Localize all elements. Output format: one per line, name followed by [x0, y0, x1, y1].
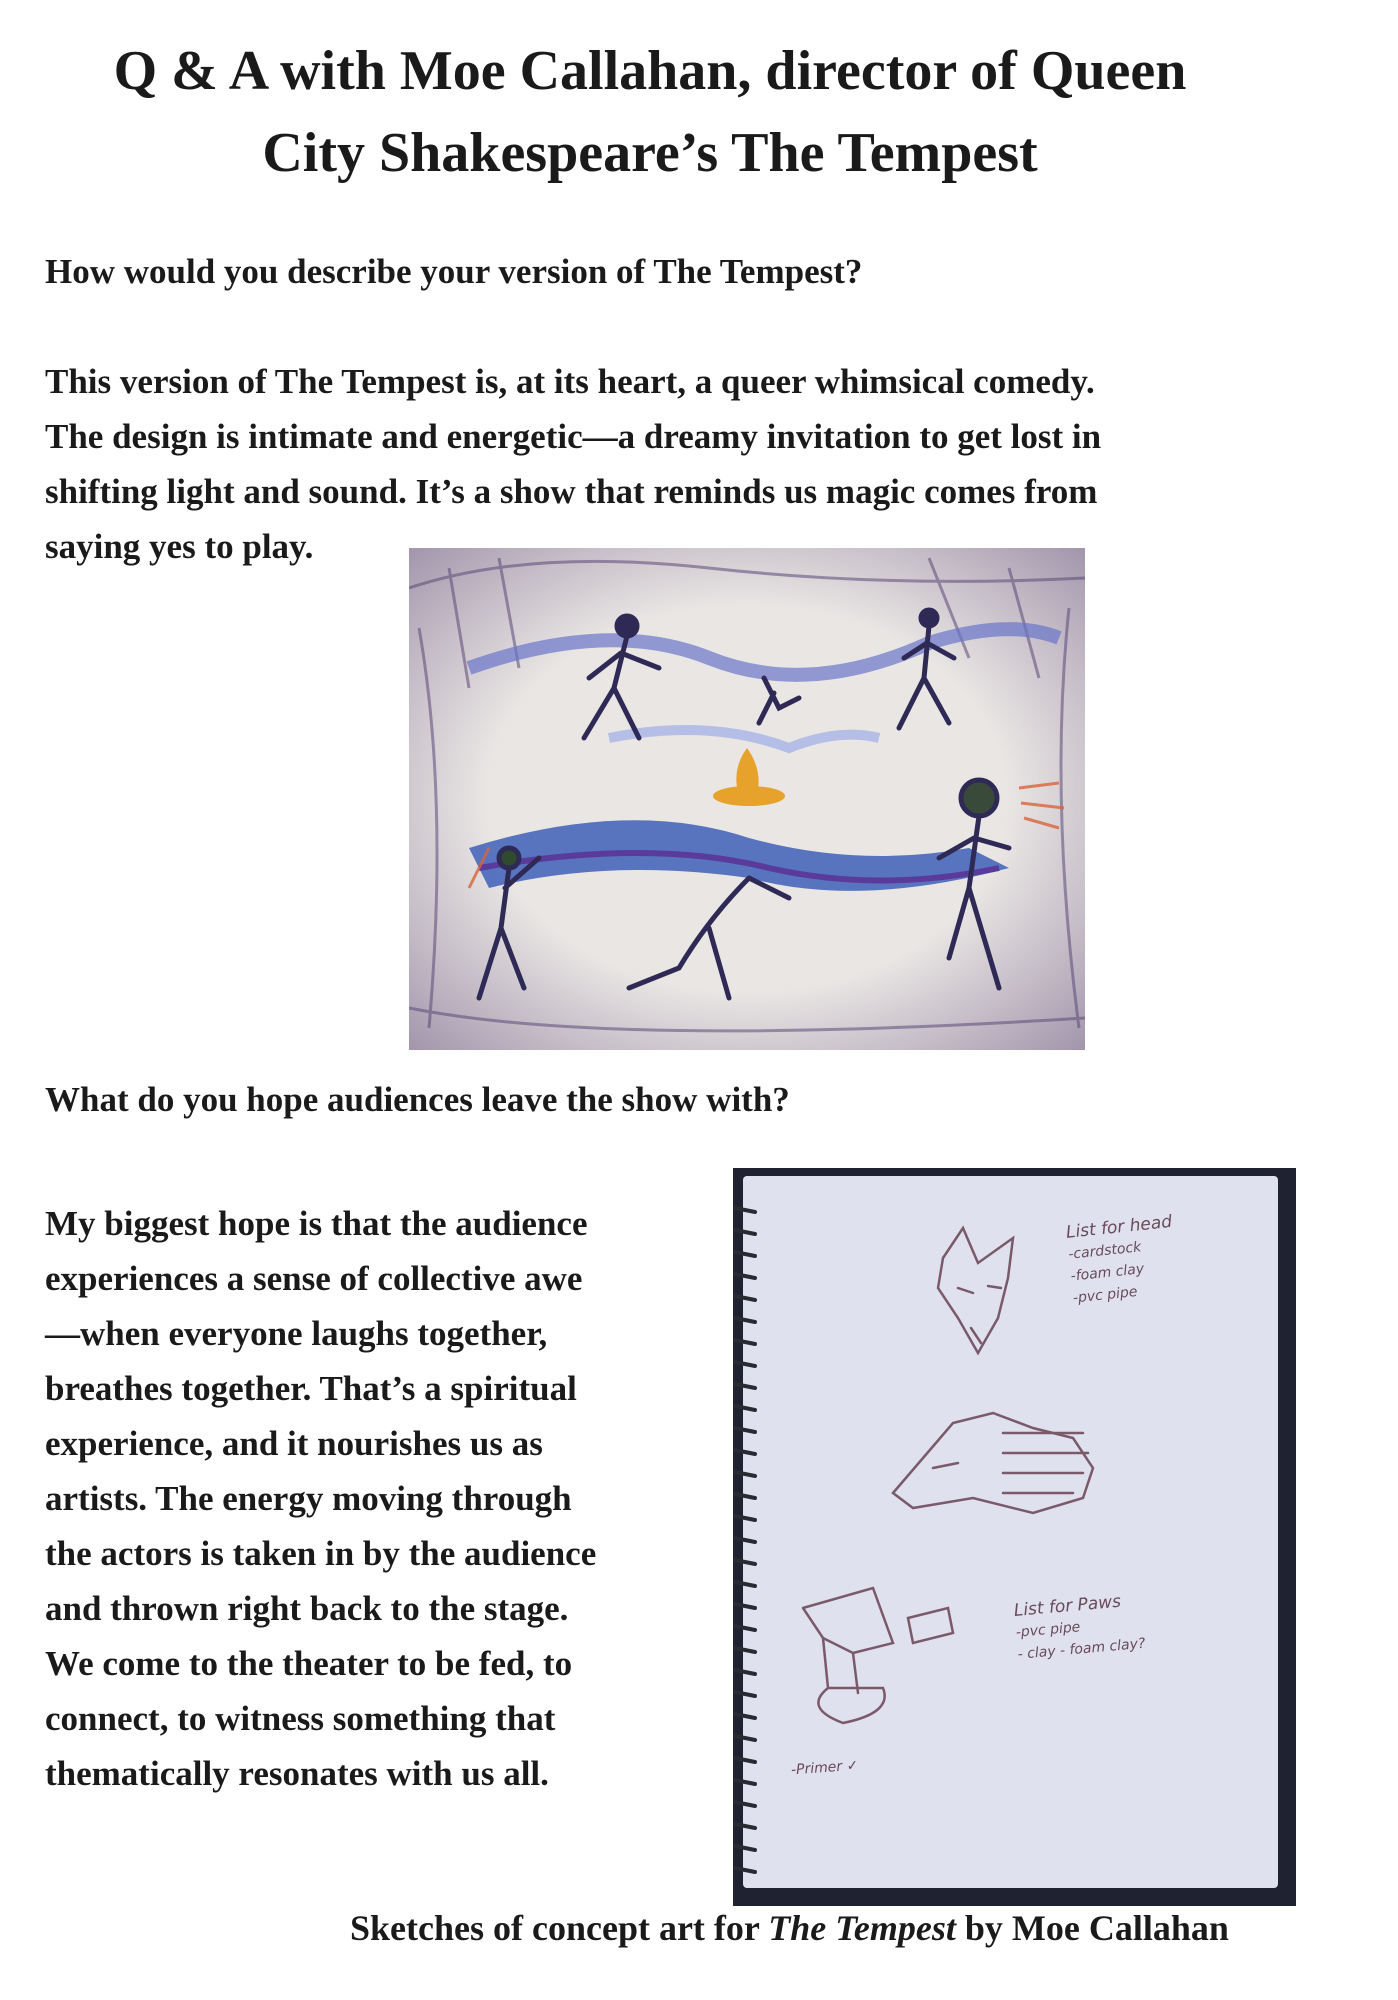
head-list [1065, 1211, 1180, 1310]
answer-2-line: artists. The energy moving through [45, 1479, 572, 1518]
stage-concept-sketch [409, 548, 1085, 1050]
answer-1-line: This version of The Tempest is, at its heart, a queer whimsical comedy. [45, 362, 1095, 401]
question-2: What do you hope audiences leave the show with? [45, 1080, 790, 1119]
question-1: How would you describe your version of The Tempest? [45, 252, 863, 291]
head-list-item: -cardstock [1067, 1239, 1143, 1263]
caption-suffix: by Moe Callahan [955, 1908, 1229, 1948]
answer-2-line: thematically resonates with us all. [45, 1754, 549, 1793]
head-list-item: -foam clay [1069, 1261, 1145, 1285]
caption-prefix: Sketches of concept art for [350, 1908, 769, 1948]
answer-2 [45, 1196, 596, 1801]
paws-list [1013, 1589, 1146, 1666]
answer-1-line: saying yes to play. [45, 527, 314, 566]
answer-2-line: and thrown right back to the stage. [45, 1589, 569, 1628]
title-line-1: Q & A with Moe Callahan, director of Queen [113, 40, 1187, 102]
answer-2-line: breathes together. That’s a spiritual [45, 1369, 577, 1408]
paws-list-title: List for Paws [1013, 1591, 1122, 1621]
answer-2-line: connect, to witness something that [45, 1699, 556, 1738]
answer-2-line: the actors is taken in by the audience [45, 1534, 597, 1573]
costume-sketch-notebook-photo [733, 1168, 1296, 1906]
answer-1 [45, 354, 1101, 574]
head-list-item: -pvc pipe [1072, 1283, 1139, 1307]
figure-caption [350, 1906, 1360, 1950]
answer-2-line: We come to the theater to be fed, to [45, 1644, 573, 1683]
answer-1-line: shifting light and sound. It’s a show that reminds us magic comes from [45, 472, 1098, 511]
paws-list-item: - clay - foam clay? [1017, 1635, 1146, 1663]
caption-work-title: The Tempest [768, 1908, 956, 1948]
answer-2-line: experiences a sense of collective awe [45, 1259, 583, 1298]
answer-2-line: —when everyone laughs together, [45, 1314, 548, 1353]
title-line-2: City Shakespeare’s The Tempest [262, 122, 1038, 184]
answer-1-line: The design is intimate and energetic—a dreamy invitation to get lost in [45, 417, 1102, 456]
answer-2-line: experience, and it nourishes us as [45, 1424, 543, 1463]
page-title [40, 30, 1260, 194]
primer-note: -Primer ✓ [790, 1757, 859, 1779]
answer-2-line: My biggest hope is that the audience [45, 1204, 588, 1243]
paws-list-item: -pvc pipe [1015, 1619, 1081, 1641]
head-list-title: List for head [1065, 1211, 1173, 1243]
